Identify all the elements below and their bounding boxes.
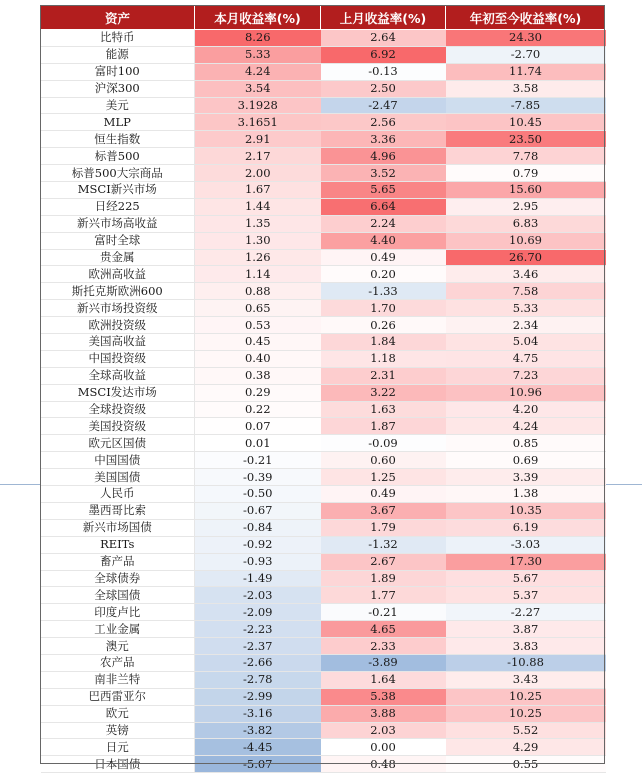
asset-name-cell: 标普500 [41,148,195,165]
ytd-cell: 10.69 [446,232,606,249]
ytd-cell: 26.70 [446,249,606,266]
ytd-cell: 1.38 [446,486,606,503]
asset-name-cell: 巴西雷亚尔 [41,688,195,705]
table-row [41,604,606,621]
table-row [41,756,606,773]
ytd-cell: 6.83 [446,215,606,232]
asset-name-cell: 墨西哥比索 [41,502,195,519]
previous-month-cell: 4.40 [321,232,446,249]
returns-heatmap-table [40,5,606,773]
ytd-cell: 4.29 [446,739,606,756]
divider-line-left [0,484,40,485]
current-month-cell: -2.09 [195,604,321,621]
previous-month-cell: 1.89 [321,570,446,587]
previous-month-cell: 0.26 [321,317,446,334]
current-month-cell: -2.99 [195,688,321,705]
current-month-cell: 0.40 [195,350,321,367]
ytd-cell: 3.39 [446,469,606,486]
current-month-cell: 0.07 [195,418,321,435]
previous-month-cell: -0.09 [321,435,446,452]
ytd-cell: 10.25 [446,688,606,705]
asset-name-cell: 新兴市场投资级 [41,300,195,317]
previous-month-cell: 1.70 [321,300,446,317]
previous-month-cell: -2.47 [321,97,446,114]
ytd-cell: 0.85 [446,435,606,452]
asset-name-cell: 人民币 [41,486,195,503]
asset-name-cell: 工业金属 [41,621,195,638]
current-month-cell: -2.23 [195,621,321,638]
previous-month-cell: 1.25 [321,469,446,486]
current-month-cell: -1.49 [195,570,321,587]
ytd-cell: 24.30 [446,30,606,47]
table-row [41,232,606,249]
previous-month-cell: 1.63 [321,401,446,418]
table-row [41,553,606,570]
ytd-cell: 3.87 [446,621,606,638]
previous-month-cell: 1.18 [321,350,446,367]
previous-month-cell: 6.64 [321,198,446,215]
table-row [41,317,606,334]
current-month-cell: -2.03 [195,587,321,604]
current-month-cell: 4.24 [195,63,321,80]
asset-name-cell: 美国投资级 [41,418,195,435]
previous-month-cell: 3.88 [321,705,446,722]
table-row [41,587,606,604]
current-month-cell: -2.37 [195,638,321,655]
current-month-cell: 1.26 [195,249,321,266]
previous-month-cell: 3.52 [321,165,446,182]
previous-month-cell: 4.65 [321,621,446,638]
asset-name-cell: 全球投资级 [41,401,195,418]
previous-month-cell: 2.03 [321,722,446,739]
ytd-cell: 10.35 [446,502,606,519]
ytd-cell: 2.34 [446,317,606,334]
asset-name-cell: 全球高收益 [41,367,195,384]
current-month-cell: 0.88 [195,283,321,300]
current-month-cell: 3.54 [195,80,321,97]
table-row [41,621,606,638]
current-month-cell: -2.66 [195,654,321,671]
table-row [41,350,606,367]
previous-month-cell: 1.84 [321,334,446,351]
previous-month-cell: 1.87 [321,418,446,435]
table-body [41,30,606,773]
ytd-cell: 5.33 [446,300,606,317]
column-header-current-month: 本月收益率(%) [195,6,321,30]
asset-name-cell: 畜产品 [41,553,195,570]
table-row [41,536,606,553]
table-row [41,114,606,131]
asset-name-cell: 英镑 [41,722,195,739]
asset-name-cell: 全球债券 [41,570,195,587]
ytd-cell: 5.52 [446,722,606,739]
previous-month-cell: 2.50 [321,80,446,97]
current-month-cell: -0.93 [195,553,321,570]
asset-name-cell: 美国国债 [41,469,195,486]
table-row [41,519,606,536]
current-month-cell: 3.1651 [195,114,321,131]
ytd-cell: 3.43 [446,671,606,688]
asset-name-cell: 中国投资级 [41,350,195,367]
current-month-cell: -3.82 [195,722,321,739]
current-month-cell: 0.45 [195,334,321,351]
table-row [41,148,606,165]
table-row [41,401,606,418]
previous-month-cell: 1.79 [321,519,446,536]
asset-name-cell: 标普500大宗商品 [41,165,195,182]
table-row [41,249,606,266]
table-row [41,688,606,705]
ytd-cell: 23.50 [446,131,606,148]
ytd-cell: 5.04 [446,334,606,351]
ytd-cell: 3.83 [446,638,606,655]
asset-name-cell: 全球国债 [41,587,195,604]
table-row [41,367,606,384]
asset-name-cell: 恒生指数 [41,131,195,148]
ytd-cell: 7.78 [446,148,606,165]
previous-month-cell: 2.31 [321,367,446,384]
previous-month-cell: 0.49 [321,486,446,503]
asset-name-cell: MSCI新兴市场 [41,182,195,199]
previous-month-cell: 5.65 [321,182,446,199]
table-row [41,486,606,503]
asset-name-cell: 农产品 [41,654,195,671]
previous-month-cell: 2.56 [321,114,446,131]
asset-name-cell: 比特币 [41,30,195,47]
asset-name-cell: 日本国债 [41,756,195,773]
asset-name-cell: 富时全球 [41,232,195,249]
table-row [41,435,606,452]
previous-month-cell: 0.00 [321,739,446,756]
previous-month-cell: -0.13 [321,63,446,80]
asset-name-cell: 美国高收益 [41,334,195,351]
ytd-cell: 11.74 [446,63,606,80]
previous-month-cell: 0.49 [321,249,446,266]
asset-name-cell: MLP [41,114,195,131]
column-header-previous-month: 上月收益率(%) [321,6,446,30]
ytd-cell: -7.85 [446,97,606,114]
previous-month-cell: 2.33 [321,638,446,655]
table-row [41,131,606,148]
asset-name-cell: 日经225 [41,198,195,215]
ytd-cell: 3.58 [446,80,606,97]
current-month-cell: -0.50 [195,486,321,503]
previous-month-cell: -0.21 [321,604,446,621]
ytd-cell: 2.95 [446,198,606,215]
current-month-cell: -0.21 [195,452,321,469]
current-month-cell: -5.07 [195,756,321,773]
table-row [41,198,606,215]
table-row [41,30,606,47]
asset-name-cell: 欧洲投资级 [41,317,195,334]
asset-name-cell: 新兴市场国债 [41,519,195,536]
asset-name-cell: 能源 [41,46,195,63]
asset-name-cell: 日元 [41,739,195,756]
table-row [41,334,606,351]
table-row [41,638,606,655]
table-row [41,570,606,587]
current-month-cell: 8.26 [195,30,321,47]
current-month-cell: 0.53 [195,317,321,334]
asset-name-cell: 沪深300 [41,80,195,97]
previous-month-cell: 1.77 [321,587,446,604]
ytd-cell: 10.25 [446,705,606,722]
previous-month-cell: 0.60 [321,452,446,469]
ytd-cell: 5.37 [446,587,606,604]
table-row [41,80,606,97]
ytd-cell: 15.60 [446,182,606,199]
asset-name-cell: REITs [41,536,195,553]
ytd-cell: 7.23 [446,367,606,384]
table-row [41,63,606,80]
ytd-cell: 7.58 [446,283,606,300]
table-row [41,722,606,739]
current-month-cell: 0.29 [195,384,321,401]
table-row [41,502,606,519]
current-month-cell: -0.67 [195,502,321,519]
table-row [41,705,606,722]
table-row [41,384,606,401]
asset-name-cell: 欧洲高收益 [41,266,195,283]
previous-month-cell: -1.32 [321,536,446,553]
ytd-cell: 0.69 [446,452,606,469]
table-row [41,654,606,671]
asset-name-cell: 欧元 [41,705,195,722]
current-month-cell: 2.00 [195,165,321,182]
previous-month-cell: 2.64 [321,30,446,47]
header-row [41,6,606,30]
current-month-cell: -0.92 [195,536,321,553]
current-month-cell: 0.65 [195,300,321,317]
ytd-cell: 10.45 [446,114,606,131]
asset-name-cell: 美元 [41,97,195,114]
table-row [41,97,606,114]
current-month-cell: 1.30 [195,232,321,249]
table-row [41,165,606,182]
asset-name-cell: 贵金属 [41,249,195,266]
previous-month-cell: -1.33 [321,283,446,300]
ytd-cell: 6.19 [446,519,606,536]
current-month-cell: 1.35 [195,215,321,232]
current-month-cell: -2.78 [195,671,321,688]
table-row [41,266,606,283]
current-month-cell: -4.45 [195,739,321,756]
ytd-cell: 4.75 [446,350,606,367]
current-month-cell: 3.1928 [195,97,321,114]
ytd-cell: -10.88 [446,654,606,671]
ytd-cell: 4.24 [446,418,606,435]
column-header-ytd: 年初至今收益率(%) [446,6,606,30]
current-month-cell: 0.22 [195,401,321,418]
ytd-cell: 3.46 [446,266,606,283]
ytd-cell: -2.70 [446,46,606,63]
asset-name-cell: 新兴市场高收益 [41,215,195,232]
current-month-cell: 2.17 [195,148,321,165]
current-month-cell: 2.91 [195,131,321,148]
asset-name-cell: MSCI发达市场 [41,384,195,401]
ytd-cell: 17.30 [446,553,606,570]
asset-name-cell: 南非兰特 [41,671,195,688]
asset-name-cell: 澳元 [41,638,195,655]
current-month-cell: 0.01 [195,435,321,452]
current-month-cell: 1.14 [195,266,321,283]
asset-name-cell: 欧元区国债 [41,435,195,452]
current-month-cell: 5.33 [195,46,321,63]
ytd-cell: 0.55 [446,756,606,773]
table-row [41,215,606,232]
previous-month-cell: 4.96 [321,148,446,165]
current-month-cell: -3.16 [195,705,321,722]
table-row [41,671,606,688]
table-row [41,452,606,469]
asset-name-cell: 斯托克斯欧洲600 [41,283,195,300]
column-header-asset: 资产 [41,6,195,30]
previous-month-cell: 6.92 [321,46,446,63]
previous-month-cell: 3.67 [321,502,446,519]
previous-month-cell: 2.24 [321,215,446,232]
ytd-cell: 10.96 [446,384,606,401]
asset-name-cell: 富时100 [41,63,195,80]
table-row [41,182,606,199]
asset-name-cell: 中国国债 [41,452,195,469]
previous-month-cell: 3.22 [321,384,446,401]
asset-name-cell: 印度卢比 [41,604,195,621]
ytd-cell: 4.20 [446,401,606,418]
current-month-cell: -0.39 [195,469,321,486]
current-month-cell: 1.44 [195,198,321,215]
ytd-cell: 5.67 [446,570,606,587]
previous-month-cell: 0.48 [321,756,446,773]
ytd-cell: 0.79 [446,165,606,182]
previous-month-cell: -3.89 [321,654,446,671]
previous-month-cell: 3.36 [321,131,446,148]
table-row [41,418,606,435]
current-month-cell: 0.38 [195,367,321,384]
previous-month-cell: 5.38 [321,688,446,705]
table-row [41,283,606,300]
previous-month-cell: 0.20 [321,266,446,283]
previous-month-cell: 2.67 [321,553,446,570]
ytd-cell: -3.03 [446,536,606,553]
table-row [41,300,606,317]
current-month-cell: 1.67 [195,182,321,199]
table-row [41,469,606,486]
previous-month-cell: 1.64 [321,671,446,688]
current-month-cell: -0.84 [195,519,321,536]
divider-line-right [605,484,642,485]
table-row [41,739,606,756]
table-row [41,46,606,63]
ytd-cell: -2.27 [446,604,606,621]
